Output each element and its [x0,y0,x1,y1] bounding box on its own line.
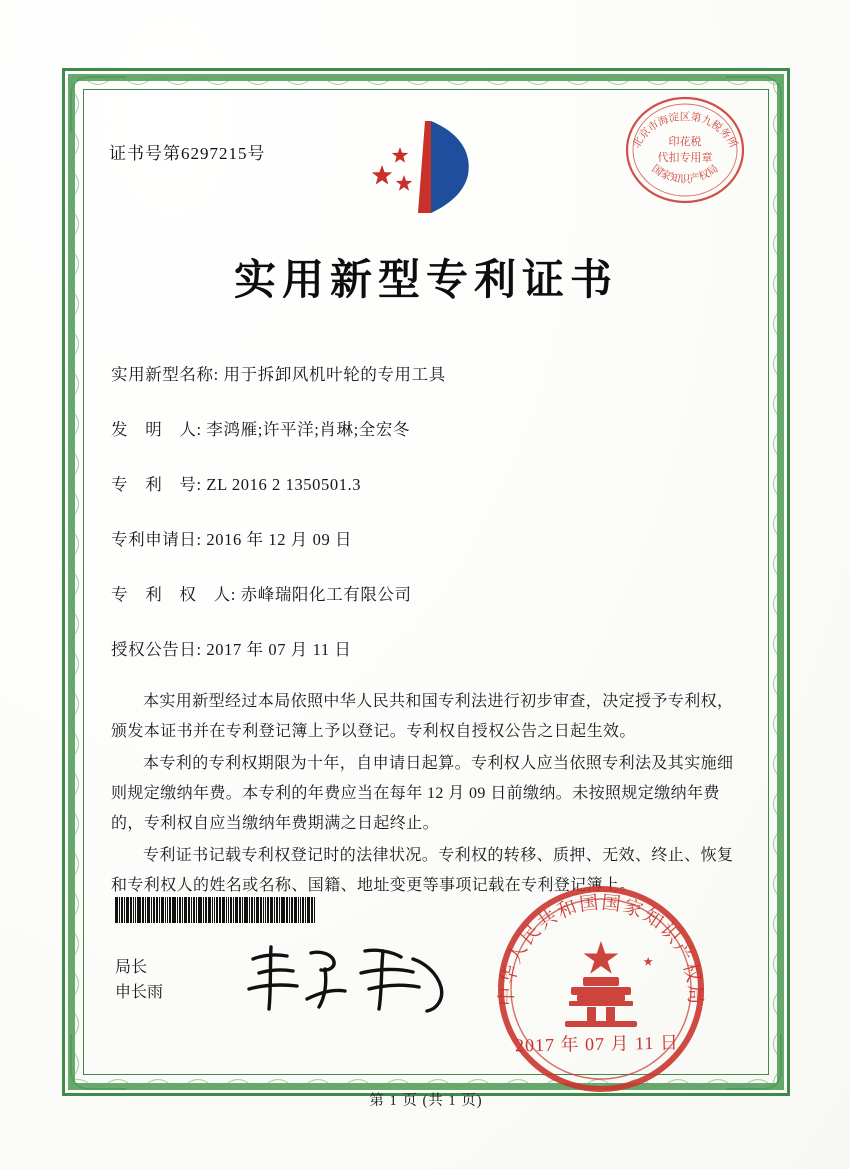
handwritten-signature [241,939,461,1019]
field-label: 授权公告日: [111,640,202,659]
field-row [111,416,731,440]
field-row [111,636,731,660]
legal-paragraph: 专利证书记载专利权登记时的法律状况。专利权的转移、质押、无效、终止、恢复和专利权人的姓名或名称、国籍、地址变更等事项记载在专利登记簿上。 [111,847,734,894]
field-label: 专 利 权 人: [111,585,236,604]
field-row [111,471,731,495]
field-label: 专利申请日: [111,530,202,549]
patent-barcode [115,897,333,923]
svg-text:中华人民共和国国家知识产权局: 中华人民共和国国家知识产权局 [496,892,706,1007]
director-name: 申长雨 [115,984,164,1001]
field-label: 实用新型名称: [111,365,219,384]
field-label: 发 明 人: [111,420,202,439]
field-value: 用于拆卸风机叶轮的专用工具 [223,365,446,384]
field-value: 赤峰瑞阳化工有限公司 [240,585,412,604]
signature-labels [115,955,163,1005]
page-title: 实用新型专利证书 [233,255,618,304]
field-list [111,361,731,691]
legal-paragraph: 本专利的专利权期限为十年，自申请日起算。专利权人应当依照专利法及其实施细则规定缴纳年费。本专利的年费应当在每年 12 月 09 日前缴纳。未按照规定缴纳年费的，专利权自应当缴纳年费期满之日起终止。 [111,755,734,832]
tax-stamp [621,91,749,209]
director-title: 局长 [115,959,148,976]
field-value: 李鸿雁;许平洋;肖琳;全宏冬 [206,420,411,439]
field-row [111,526,731,550]
svg-text:印花税: 印花税 [668,136,702,148]
field-row [111,581,731,605]
legal-paragraph: 本实用新型经过本局依照中华人民共和国专利法进行初步审查，决定授予专利权，颁发本证书并在专利登记簿上予以登记。专利权自授权公告之日起生效。 [111,693,734,740]
legal-text [111,687,741,903]
field-value: 2016 年 12 月 09 日 [206,530,353,549]
national-seal [491,879,711,1099]
certificate-number: 证书号第6297215号 [109,144,266,163]
svg-text:国家知识产权局: 国家知识产权局 [649,163,721,186]
field-label: 专 利 号: [111,475,202,494]
certificate-content [83,89,769,1109]
svg-text:代扣专用章: 代扣专用章 [657,152,713,164]
svg-text:北京市海淀区第九税务所: 北京市海淀区第九税务所 [631,111,739,151]
sipo-logo-icon [368,113,488,223]
field-value: ZL 2016 2 1350501.3 [206,475,362,494]
seal-date: 2017 年 07 月 11 日 [514,1032,680,1056]
page-footer: 第 1 页 (共 1 页) [369,1093,483,1109]
field-row [111,361,731,385]
field-value: 2017 年 07 月 11 日 [206,640,352,659]
